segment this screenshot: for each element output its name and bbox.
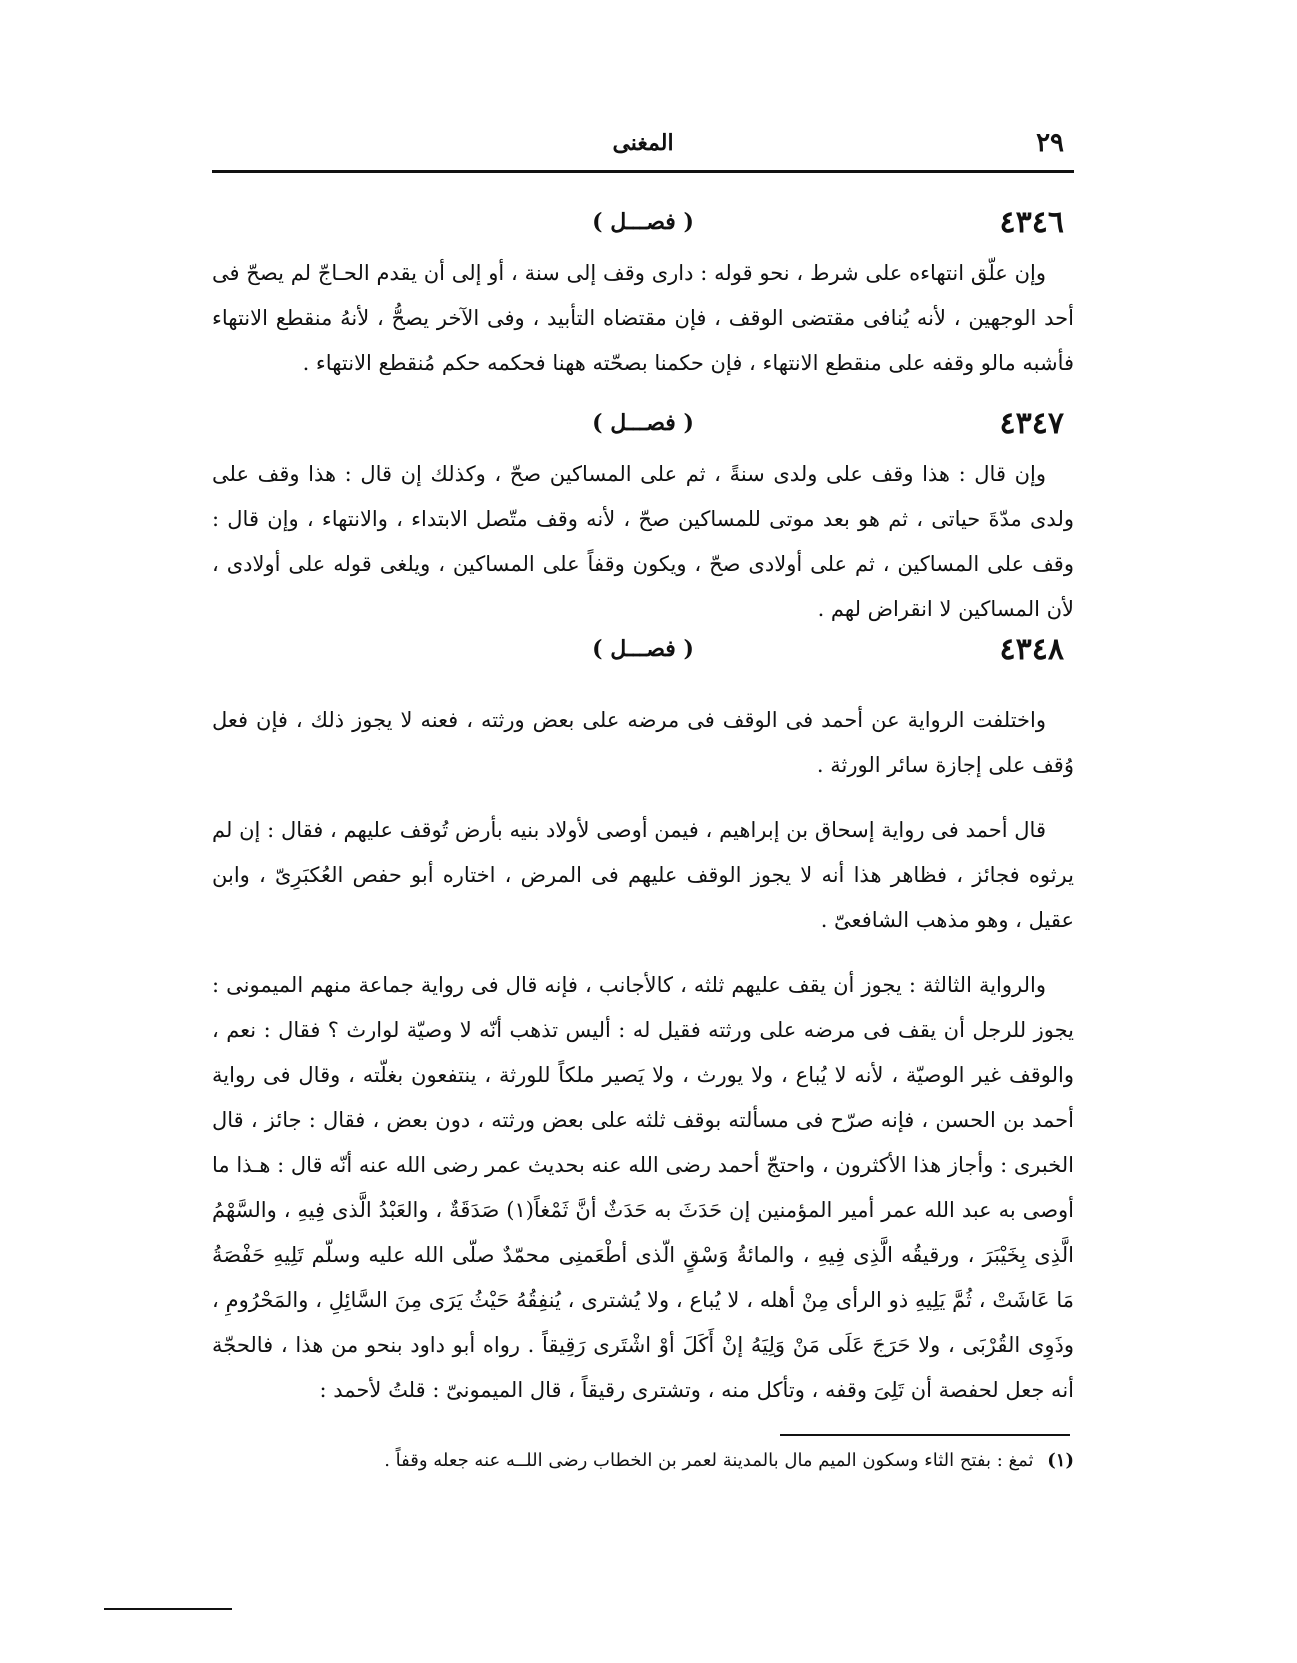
paragraph: قال أحمد فى رواية إسحاق بن إبراهيم ، فيمن أوصى لأولاد بنيه بأرض تُوقف عليهم ، فقال : إن لم يرثوه فجائز ، فظاهر هذا أنه لا يجوز الوقف عليهم فى المرض ، اختاره أبو حفص العُكبَرِىّ ، وابن عقيل ، وهو مذهب الشافعىّ . xyxy=(212,818,1074,932)
footnote-marker: (١) xyxy=(1047,1450,1074,1471)
page-header xyxy=(212,128,1074,168)
section-number: ٤٣٤٨ xyxy=(999,632,1064,667)
section-title: ( فصـــل ) xyxy=(592,209,694,235)
section-heading xyxy=(212,632,1074,678)
bottom-rule xyxy=(104,1608,232,1610)
section-title: ( فصـــل ) xyxy=(592,410,694,436)
running-title: المغنى xyxy=(612,130,674,156)
section-number: ٤٣٤٦ xyxy=(999,205,1064,240)
section-heading xyxy=(212,406,1074,452)
section-number: ٤٣٤٧ xyxy=(999,406,1064,441)
footnote-rule xyxy=(780,1434,1070,1436)
header-rule xyxy=(212,170,1074,173)
paragraph: وإن قال : هذا وقف على ولدى سنةً ، ثم على المساكين صحّ ، وكذلك إن قال : هذا وقف على ولدى مدّةَ حياتى ، ثم هو بعد موتى للمساكين صحّ ، لأنه وقف متّصل الابتداء ، والانتهاء ، وإن قال : وقف على المساكين ، ثم على أولادى صحّ ، ويكون وقفاً على المساكين ، ويلغى قوله على أولادى ، لأن المساكين لا انقراض لهم . xyxy=(212,462,1074,621)
footnote-text: ثمغ : بفتح الثاء وسكون الميم مال بالمدينة لعمر بن الخطاب رضى اللــه عنه جعله وقفاً . xyxy=(384,1450,1034,1471)
section-heading xyxy=(212,205,1074,251)
paragraph: واختلفت الرواية عن أحمد فى الوقف فى مرضه على بعض ورثته ، فعنه لا يجوز ذلك ، فإن فعل وُقف على إجازة سائر الورثة . xyxy=(212,708,1074,777)
page-number: ٢٩ xyxy=(1036,128,1064,158)
paragraph: والرواية الثالثة : يجوز أن يقف عليهم ثلثه ، كالأجانب ، فإنه قال فى رواية جماعة منهم الميمونى : يجوز للرجل أن يقف فى مرضه على ورثته فقيل له : أليس تذهب أنّه لا وصيّة لوارث ؟ فقال : نعم ، والوقف غير الوصيّة ، لأنه لا يُباع ، ولا يورث ، ولا يَصير ملكاً للورثة ، ينتفعون بغلّته ، وقال فى رواية أحمد بن الحسن ، فإنه صرّح فى مسألته بوقف ثلثه على بعض ورثته ، دون بعض ، فقال : جائز ، قال الخبرى : وأجاز هذا الأكثرون ، واحتجّ أحمد رضى الله عنه بحديث عمر رضى الله عنه أنّه قال : هـذا ما أوصى به عبد الله عمر أمير المؤمنين إن حَدَثَ به حَدَثٌ أنَّ ثَمْغاً(١) صَدَقَةٌ ، والعَبْدُ الَّذى فِيهِ ، والسَّهْمُ الَّذِى بِخَيْبَرَ ، ورقيقُه الَّذِى فِيهِ ، والمائةُ وَسْقٍ الّذى أطْعَمنِى محمّدٌ صلّى الله عليه وسلّم تَلِيهِ حَفْصَةُ مَا عَاشَتْ ، ثُمَّ يَلِيهِ ذو الرأى مِنْ أهله ، لا يُباع ، ولا يُشترى ، يُنفِقُهُ حَيْثُ يَرَى مِنَ السَّائِلِ ، والمَحْرُومِ ، وذَوِى القُرْبَى ، ولا حَرَجَ عَلَى مَنْ وَلِيَهُ إنْ أَكَلَ أوْ اشْتَرى رَقِيقاً . رواه أبو داود بنحو من هذا ، فالحجّة أنه جعل لحفصة أن تَلِىَ وقفه ، وتأكل منه ، وتشترى رقيقاً ، قال الميمونىّ : قلتُ لأحمد : xyxy=(212,973,1074,1402)
footnote xyxy=(212,1446,1074,1476)
section-title: ( فصـــل ) xyxy=(592,636,694,662)
main-text xyxy=(212,205,1074,1413)
paragraph: وإن علّق انتهاءه على شرط ، نحو قوله : دارى وقف إلى سنة ، أو إلى أن يقدم الحـاجّ لم يصحّ فى أحد الوجهين ، لأنه يُنافى مقتضى الوقف ، فإن مقتضاه التأبيد ، وفى الآخر يصحُّ ، لأنهُ منقطع الانتهاء فأشبه مالو وقفه على منقطع الانتهاء ، فإن حكمنا بصحّته ههنا فحكمه حكم مُنقطع الانتهاء . xyxy=(212,261,1074,375)
